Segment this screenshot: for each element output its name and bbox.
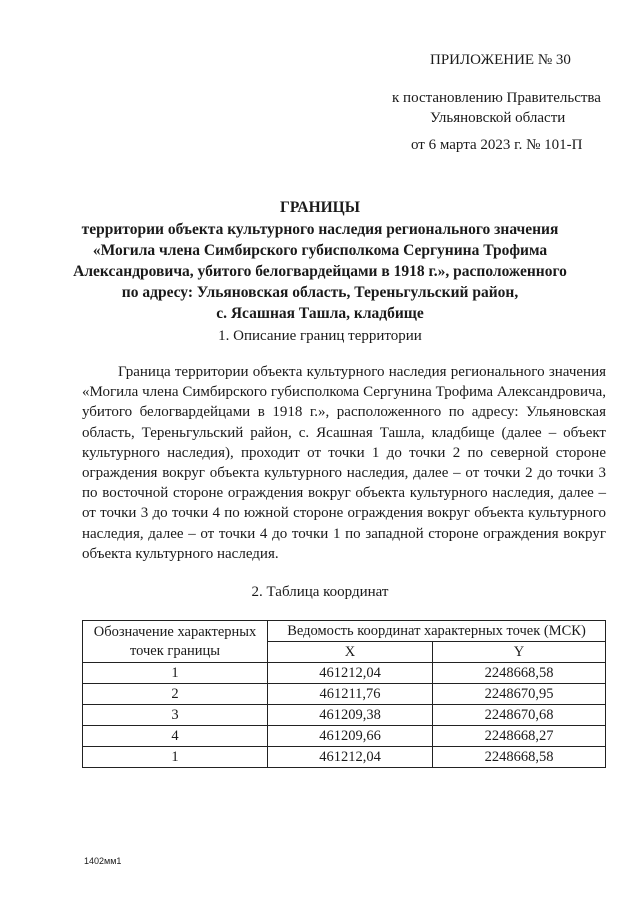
point-cell: 2	[83, 684, 268, 705]
coordinates-table	[82, 620, 606, 768]
point-cell: 4	[83, 726, 268, 747]
y-cell: 2248668,58	[433, 663, 606, 684]
table-row	[83, 663, 606, 684]
y-cell: 2248668,27	[433, 726, 606, 747]
resolution-date: от 6 марта 2023 г. № 101-П	[411, 137, 583, 153]
x-column-header: X	[268, 642, 433, 663]
y-cell: 2248670,95	[433, 684, 606, 705]
point-designation-header: Обозначение характерных точек границы	[83, 621, 268, 663]
point-cell: 1	[83, 663, 268, 684]
boundary-description	[82, 362, 606, 564]
x-cell: 461211,76	[268, 684, 433, 705]
title-line-2: «Могила члена Симбирского губисполкома Сергунина Трофима	[92, 242, 548, 259]
appendix-number: ПРИЛОЖЕНИЕ № 30	[430, 52, 571, 68]
document-code: 1402мм1	[84, 856, 122, 866]
x-cell: 461209,38	[268, 705, 433, 726]
title-line-4: по адресу: Ульяновская область, Тереньгульский район,	[121, 284, 519, 301]
resolution-line-2: Ульяновской области	[430, 110, 566, 126]
coordinates-group-header: Ведомость координат характерных точек (МСК)	[268, 621, 606, 642]
section-1-heading: 1. Описание границ территории	[218, 328, 422, 344]
boundary-description-text: Граница территории объекта культурного наследия регионального значения «Могила члена Симбирского губисполкома Сергунина Трофима Александровича, убитого белогвардейцами в 1918 г.», расположенного по адресу: Ульяновская область, Тереньгульский район, с. Ясашная Ташла, кладбище (далее – объект культурного наследия), проходит от точки 1 до точки 2 по северной стороне ограждения вокруг объекта культурного наследия, далее – от точки 2 до точки 3 по восточной стороне ограждения вокруг объекта культурного наследия, далее – от точки 3 до точки 4 по южной стороне ограждения вокруг объекта культурного наследия, далее – от точки 4 до точки 1 по западной стороне ограждения вокруг объекта культурного наследия.	[82, 364, 606, 562]
table-row	[83, 726, 606, 747]
table-row	[83, 705, 606, 726]
document-title: ГРАНИЦЫ	[280, 199, 360, 216]
table-row	[83, 684, 606, 705]
table-row	[83, 747, 606, 768]
resolution-line-1: к постановлению Правительства	[392, 90, 601, 106]
y-cell: 2248670,68	[433, 705, 606, 726]
title-line-5: с. Ясашная Ташла, кладбище	[216, 305, 424, 322]
y-cell: 2248668,58	[433, 747, 606, 768]
title-line-3: Александровича, убитого белогвардейцами в 1918 г.», расположенного	[73, 263, 567, 280]
point-cell: 1	[83, 747, 268, 768]
point-cell: 3	[83, 705, 268, 726]
x-cell: 461209,66	[268, 726, 433, 747]
y-column-header: Y	[433, 642, 606, 663]
x-cell: 461212,04	[268, 747, 433, 768]
x-cell: 461212,04	[268, 663, 433, 684]
section-2-heading: 2. Таблица координат	[251, 584, 389, 600]
title-line-1: территории объекта культурного наследия регионального значения	[81, 221, 559, 238]
